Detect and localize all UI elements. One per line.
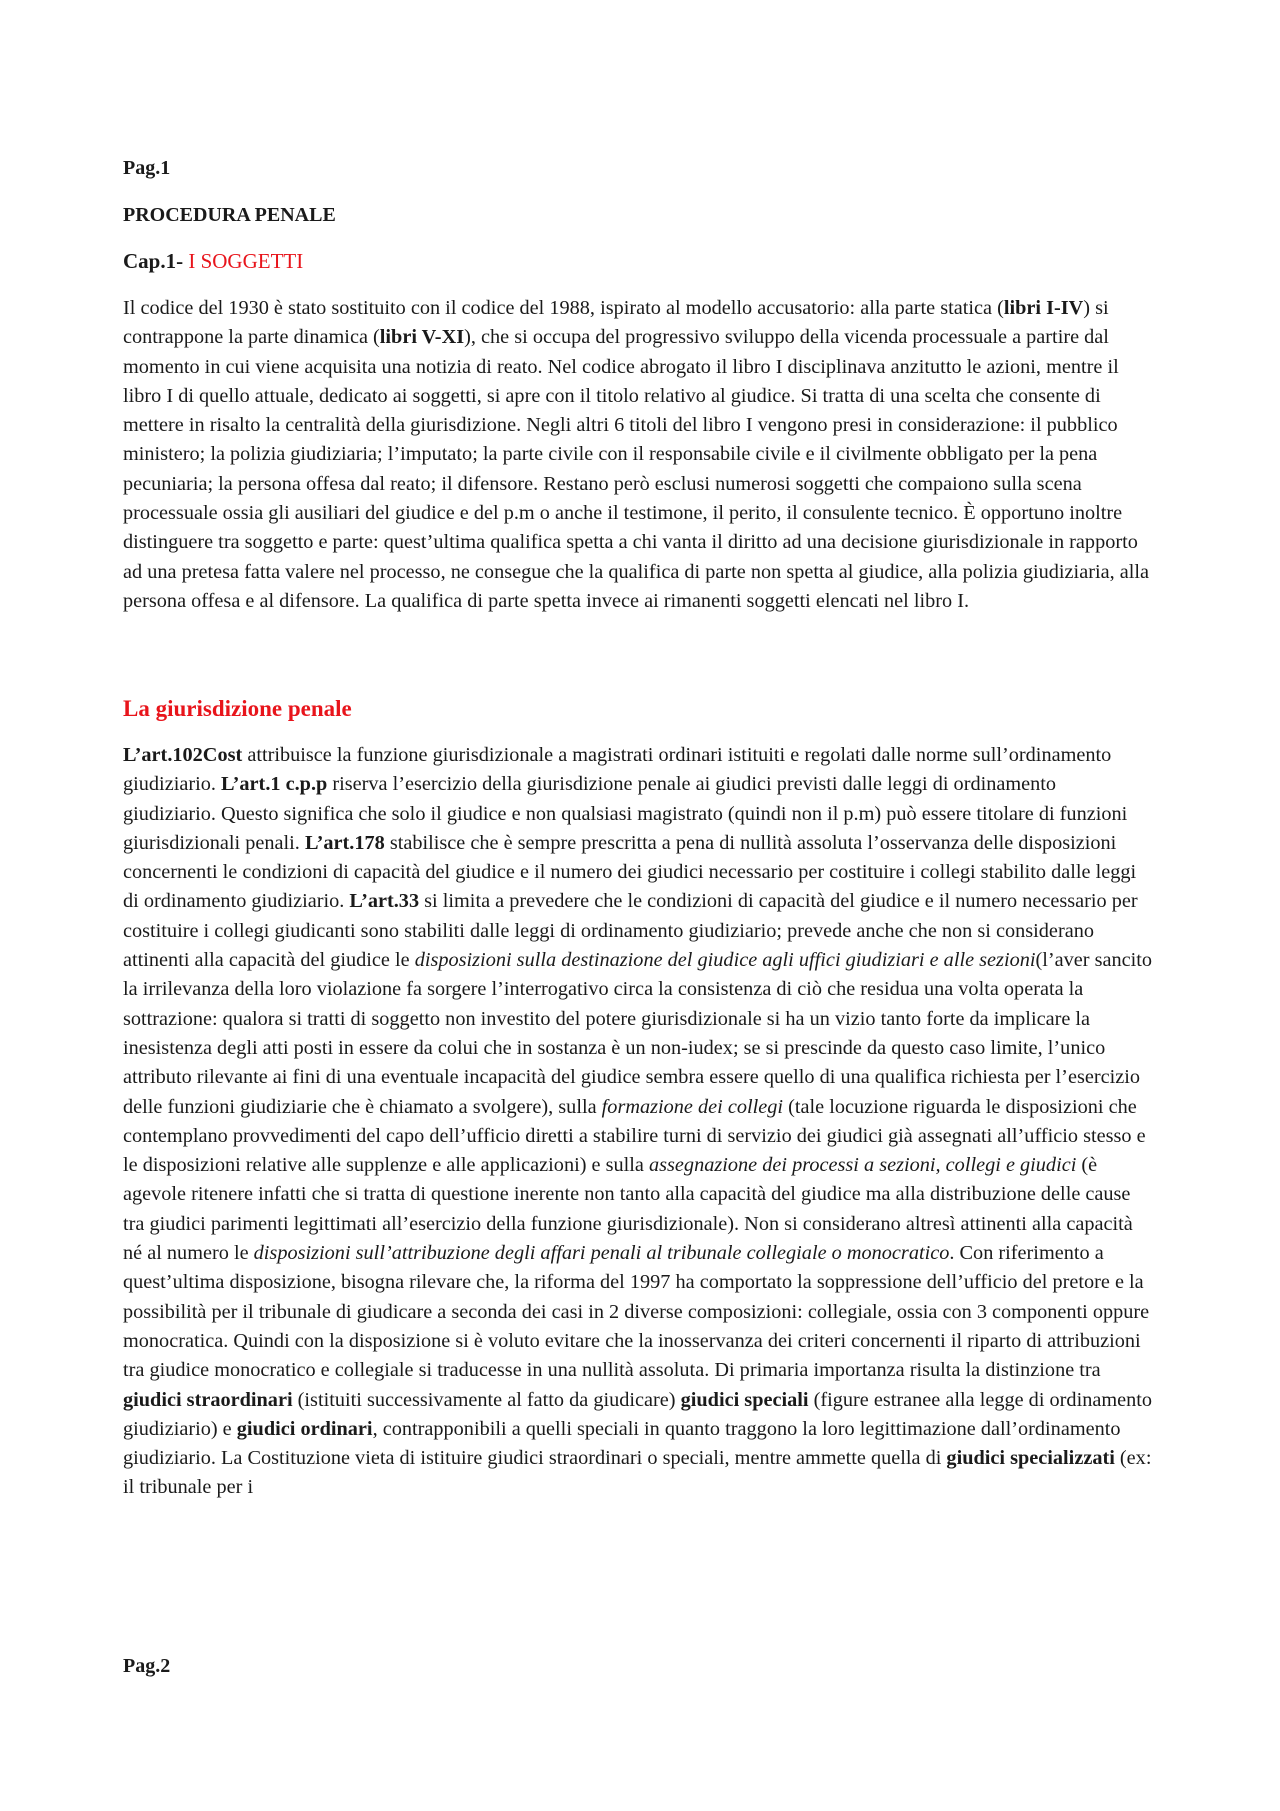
document-title: PROCEDURA PENALE bbox=[123, 204, 336, 226]
intro-bold: libri I-IV bbox=[1003, 297, 1084, 319]
body-text: (l’aver sancito la irrilevanza della loro violazione fa sorgere l’interrogativo circa la consistenza di ciò che residua una volta operata la sottrazione: qualora si tratti di soggetto non investito del potere giurisdizionale si ha un vizio tanto forte da implicare la inesistenza degli atti posti in essere da colui che in sostanza è un non-iudex; se si prescinde da questo caso limite, l’unico attributo rilevante ai fini di una eventuale incapacità del giudice sembra essere quello di una qualifica richiesta per l’esercizio delle funzioni giudiziarie che è chiamato a svolgere), sulla bbox=[123, 949, 1153, 1118]
body-text: (figure estranee alla legge di ordinamento giudiziario) e bbox=[123, 1388, 1153, 1440]
document-page bbox=[123, 0, 1153, 1811]
chapter-prefix: Cap.1- bbox=[123, 249, 189, 273]
intro-paragraph bbox=[123, 294, 1153, 616]
intro-text: ) si contrappone la parte dinamica ( bbox=[123, 297, 1109, 349]
bold-term: giudici specializzati bbox=[946, 1447, 1115, 1470]
bold-term: giudici straordinari bbox=[123, 1388, 293, 1411]
italic-phrase: assegnazione dei processi a sezioni, collegi e giudici bbox=[649, 1154, 1077, 1177]
section-heading: La giurisdizione penale bbox=[123, 696, 352, 721]
body-text: attribuisce la funzione giurisdizionale a magistrati ordinari istituiti e regolati dalle norme sull’ordinamento giudiziario. bbox=[123, 744, 1112, 796]
body-text: (ex: il tribunale per i bbox=[123, 1447, 1152, 1499]
body-text: si limita a prevedere che le condizioni di capacità del giudice e il numero necessario per costituire i collegi giudicanti sono stabiliti dalle leggi di ordinamento giudiziario; prevede anche che non si considerano attinenti alla capacità del giudice le bbox=[123, 890, 1138, 972]
article-reference: L’art.33 bbox=[349, 890, 420, 913]
body-text: . Con riferimento a quest’ultima disposizione, bisogna rilevare che, la riforma del 1997 ha comportato la soppressione dell’ufficio del pretore e la possibilità per il tribunale di giudicare a seconda dei casi in 2 diverse composizioni: collegiale, ossia con 3 componenti oppure monocratica. Quindi con la disposizione si è voluto evitare che la inosservanza dei criteri concernenti il riparto di attribuzioni tra giudice monocratico e collegiale si traducesse in una nullità assoluta. Di primaria importanza risulta la distinzione tra bbox=[123, 1242, 1150, 1382]
body-text: (tale locuzione riguarda le disposizioni che contemplano provvedimenti del capo dell’ufficio diretti a stabilire turni di servizio dei giudici già assegnati all’ufficio stesso e le disposizioni relative alle supplenze e alle applicazioni) e sulla bbox=[123, 1095, 1146, 1177]
intro-text: ), che si occupa del progressivo sviluppo della vicenda processuale a partire dal momento in cui viene acquisita una notizia di reato. Nel codice abrogato il libro I disciplinava anzitutto le azioni, mentre il libro I di quello attuale, dedicato ai soggetti, si apre con il titolo relativo al giudice. Si tratta di una scelta che consente di mettere in risalto la centralità della giurisdizione. Negli altri 6 titoli del libro I vengono presi in considerazione: il pubblico ministero; la polizia giudiziaria; l’imputato; la parte civile con il responsabile civile e il civilmente obbligato per la pena pecuniaria; la persona offesa dal reato; il difensore. Restano però esclusi numerosi soggetti che compaiono sulla scena processuale ossia gli ausiliari del giudice e del p.m o anche il testimone, il perito, il consulente tecnico. È opportuno inoltre distinguere tra soggetto e parte: quest’ultima qualifica spetta a chi vanta il diritto ad una decisione giurisdizionale in rapporto ad una pretesa fatta valere nel processo, ne consegue che la qualifica di parte non spetta al giudice, alla polizia giudiziaria, alla persona offesa e al difensore. La qualifica di parte spetta invece ai rimanenti soggetti elencati nel libro I. bbox=[123, 326, 1149, 612]
article-reference: L’art.178 bbox=[304, 831, 385, 854]
page-number-2: Pag.2 bbox=[123, 1655, 171, 1677]
body-text: riserva l’esercizio della giurisdizione penale ai giudici previsti dalle leggi di ordinamento giudiziario. Questo significa che solo il giudice e non qualsiasi magistrato (quindi non il p.m) può essere titolare di funzioni giurisdizionali penali. bbox=[123, 773, 1128, 854]
body-text: stabilisce che è sempre prescritta a pena di nullità assoluta l’osservanza delle disposizioni concernenti le condizioni di capacità del giudice e il numero dei giudici necessario per costituire i collegi stabilito dalle leggi di ordinamento giudiziario. bbox=[123, 831, 1137, 913]
italic-phrase: disposizioni sull’attribuzione degli affari penali al tribunale collegiale o monocratico bbox=[253, 1242, 950, 1265]
intro-text: Il codice del 1930 è stato sostituito con il codice del 1988, ispirato al modello accusatorio: alla parte statica ( bbox=[123, 297, 1004, 319]
article-reference: L’art.102Cost bbox=[123, 744, 243, 766]
bold-term: giudici speciali bbox=[680, 1388, 809, 1411]
body-text: , contrapponibili a quelli speciali in quanto traggono la loro legittimazione dall’ordinamento giudiziario. La Costituzione vieta di istituire giudici straordinari o speciali, mentre ammette quella di bbox=[123, 1417, 1121, 1470]
article-reference: L’art.1 c.p.p bbox=[221, 773, 328, 796]
body-text: (istituiti successivamente al fatto da giudicare) bbox=[292, 1388, 681, 1411]
italic-phrase: disposizioni sulla destinazione del giudice agli uffici giudiziari e alle sezioni bbox=[414, 949, 1036, 972]
bold-term: giudici ordinari bbox=[236, 1417, 373, 1440]
italic-phrase: formazione dei collegi bbox=[601, 1095, 784, 1118]
chapter-heading bbox=[123, 248, 303, 274]
body-text: (è agevole ritenere infatti che si tratta di questione inerente non tanto alla capacità del giudice ma alla distribuzione delle cause tra giudici parimenti legittimati all’esercizio della funzione giurisdizionale). Non si considerano altresì attinenti alla capacità né al numero le bbox=[123, 1154, 1133, 1265]
chapter-name: I SOGGETTI bbox=[188, 249, 304, 273]
intro-bold: libri V-XI bbox=[379, 326, 465, 349]
main-paragraph bbox=[123, 741, 1153, 1503]
page-number-1: Pag.1 bbox=[123, 157, 171, 179]
